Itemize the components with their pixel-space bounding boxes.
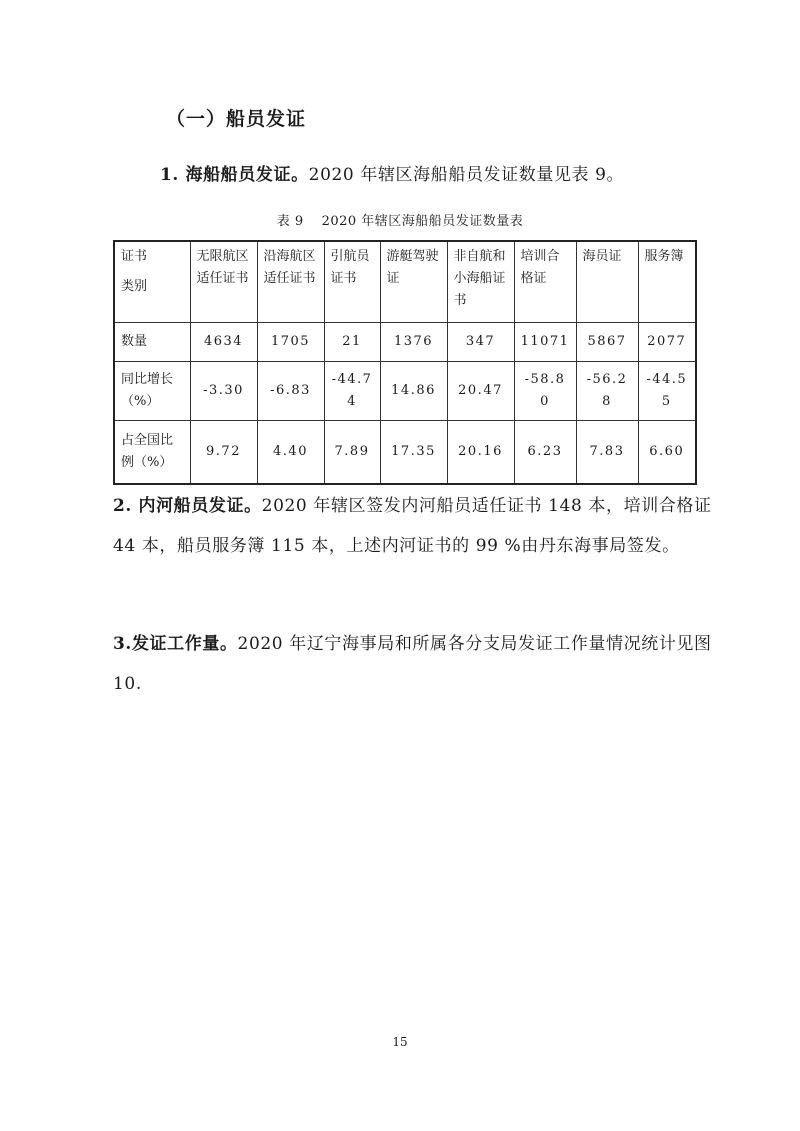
table-cell: -56.28 (576, 362, 638, 421)
table-header-row (114, 241, 696, 323)
paragraph-workload (113, 624, 713, 704)
column-header: 引航员证书 (324, 241, 380, 323)
table-cell: 9.72 (190, 421, 257, 485)
table-cell: -3.30 (190, 362, 257, 421)
paragraph-lead: 3.发证工作量。 (113, 634, 238, 654)
table-row (114, 421, 696, 485)
column-header: 无限航区适任证书 (190, 241, 257, 323)
table-caption (0, 210, 800, 229)
table-cell: 17.35 (380, 421, 447, 485)
column-header: 培训合格证 (514, 241, 576, 323)
table-caption-label: 表 9 (276, 214, 304, 229)
corner-label-certificate: 证书 (121, 249, 148, 264)
table-cell: 1705 (257, 323, 324, 362)
paragraph-lead: 2. 内河船员发证。 (113, 496, 262, 516)
section-heading: （一）船员发证 (166, 108, 307, 130)
table-cell: 20.47 (447, 362, 514, 421)
table-cell: -44.55 (638, 362, 696, 421)
certificate-table (113, 240, 697, 485)
table-cell: 21 (324, 323, 380, 362)
paragraph-lead: 1. 海船船员发证。 (160, 165, 309, 185)
table-cell: 6.23 (514, 421, 576, 485)
column-header: 游艇驾驶证 (380, 241, 447, 323)
table-cell: 14.86 (380, 362, 447, 421)
table-cell: 11071 (514, 323, 576, 362)
page-number: 15 (392, 1035, 408, 1049)
table-cell: 2077 (638, 323, 696, 362)
table-row (114, 362, 696, 421)
row-header: 占全国比例（%） (114, 421, 190, 485)
table-cell: 7.89 (324, 421, 380, 485)
table-cell: 6.60 (638, 421, 696, 485)
table-cell: 20.16 (447, 421, 514, 485)
paragraph-body: 2020 年辽宁海事局和所属各分支局发证工作量情况统计见图 10. (113, 634, 712, 694)
table-cell: 7.83 (576, 421, 638, 485)
column-header: 非自航和小海船证书 (447, 241, 514, 323)
table-cell: 4.40 (257, 421, 324, 485)
table-caption-title: 2020 年辖区海船船员发证数量表 (321, 214, 524, 229)
table-cell: 4634 (190, 323, 257, 362)
table-cell: 347 (447, 323, 514, 362)
row-header: 数量 (114, 323, 190, 362)
column-header: 海员证 (576, 241, 638, 323)
table-cell: -6.83 (257, 362, 324, 421)
paragraph-inland-crew (113, 486, 713, 566)
table-cell: 1376 (380, 323, 447, 362)
corner-label-category: 类别 (121, 279, 148, 294)
table-cell: 5867 (576, 323, 638, 362)
table-cell: -44.74 (324, 362, 380, 421)
table-cell: -58.80 (514, 362, 576, 421)
column-header: 沿海航区适任证书 (257, 241, 324, 323)
paragraph-body: 2020 年辖区海船船员发证数量见表 9。 (308, 165, 625, 185)
paragraph-sea-crew (160, 155, 760, 195)
table-row (114, 323, 696, 362)
paragraph-body: 2020 年辖区签发内河船员适任证书 148 本，培训合格证 44 本，船员服务簿 115 本，上述内河证书的 99 %由丹东海事局签发。 (113, 496, 712, 556)
table-corner-cell (114, 241, 190, 323)
column-header: 服务簿 (638, 241, 696, 323)
row-header: 同比增长（%） (114, 362, 190, 421)
